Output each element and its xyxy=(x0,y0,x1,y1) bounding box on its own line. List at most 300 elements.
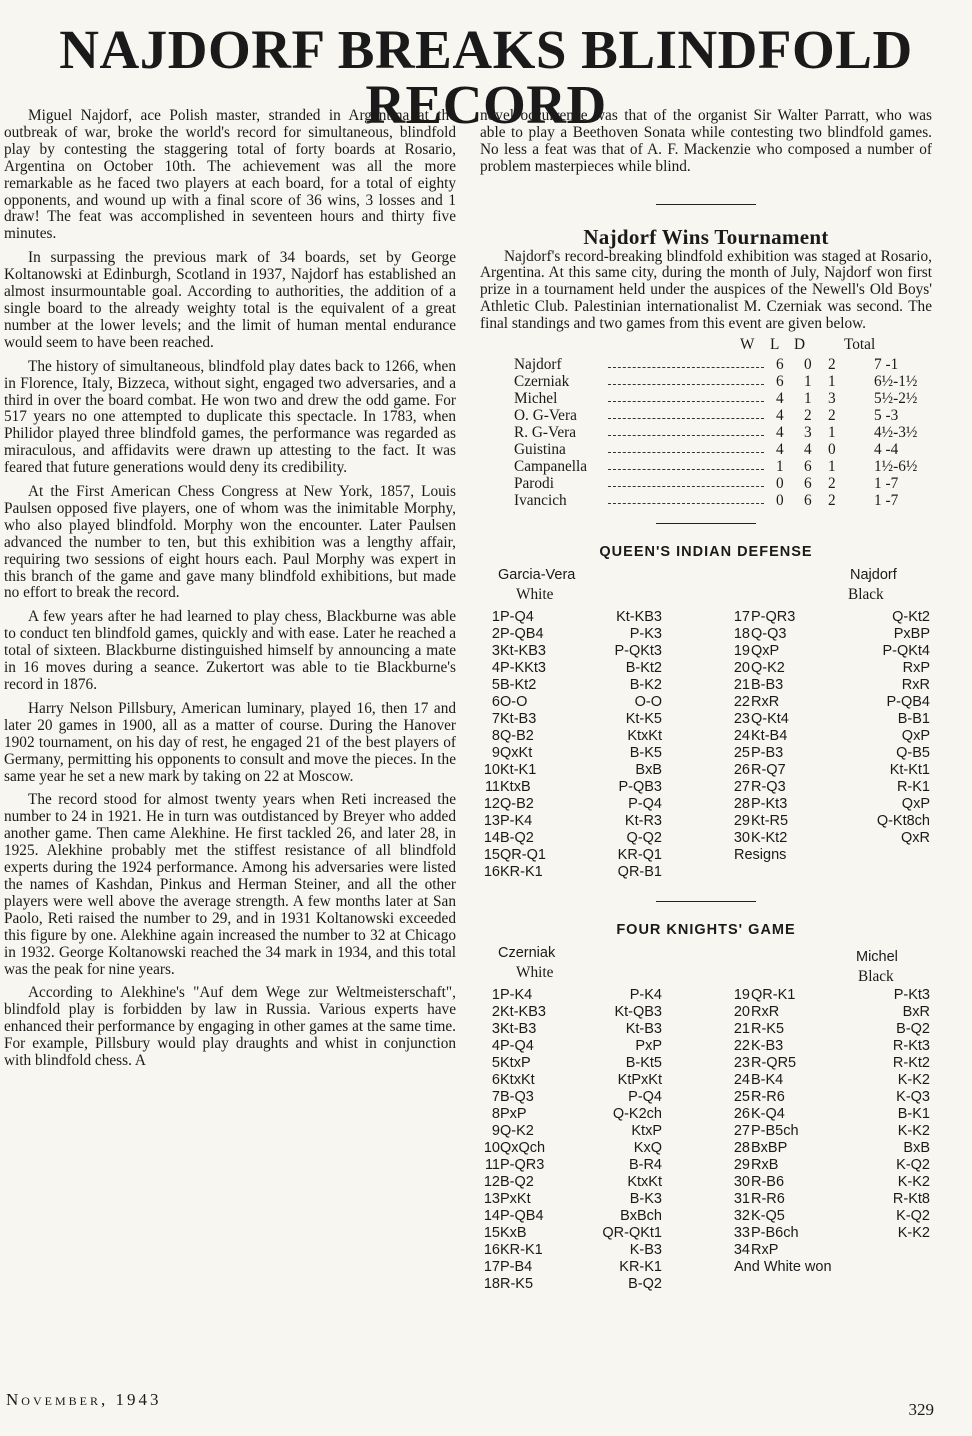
move-number: 26 xyxy=(733,761,750,778)
move-row xyxy=(480,711,932,728)
white-move: KR-K1 xyxy=(500,863,543,880)
player-name: Najdorf xyxy=(514,356,562,374)
standings-row xyxy=(514,357,914,374)
total-value: 4½-3½ xyxy=(874,424,918,442)
move-row xyxy=(480,1123,932,1140)
headline: NAJDORF BREAKS BLINDFOLD RECORD xyxy=(59,19,913,135)
white-move: RxB xyxy=(751,1156,779,1173)
player-name: Guistina xyxy=(514,441,566,459)
standings-row xyxy=(514,408,914,425)
total-value: 5½-2½ xyxy=(874,390,918,408)
wins-value: 0 xyxy=(776,492,784,510)
black-move: Kt-Kt1 xyxy=(889,761,930,778)
black-move: B-K2 xyxy=(629,676,662,693)
black-move: KtxKt xyxy=(627,1173,662,1190)
game2-black-player: Michel xyxy=(856,948,898,965)
white-move: K-Kt2 xyxy=(751,829,788,846)
white-move: R-R6 xyxy=(751,1190,785,1207)
move-row xyxy=(480,660,932,677)
black-move: Q-Q2 xyxy=(626,829,662,846)
white-move: Kt-R5 xyxy=(751,812,789,829)
black-move: BxB xyxy=(635,761,662,778)
white-move: B-B3 xyxy=(751,676,784,693)
move-number: 15 xyxy=(483,1224,500,1241)
article-right-column xyxy=(480,108,932,1319)
white-move: QR-Q1 xyxy=(500,846,546,863)
dot-leader xyxy=(608,408,764,419)
white-move: BxBP xyxy=(751,1139,788,1156)
total-value: 1 -7 xyxy=(874,492,899,510)
white-move: P-Kt3 xyxy=(751,795,788,812)
black-move: B-Kt5 xyxy=(625,1054,662,1071)
black-move: QxP xyxy=(901,795,930,812)
move-row xyxy=(480,1276,932,1293)
white-move: PxKt xyxy=(500,1190,531,1207)
white-move: Q-K2 xyxy=(751,659,785,676)
black-move: K-K2 xyxy=(897,1071,930,1088)
standings-table xyxy=(480,337,932,517)
black-move: PxP xyxy=(635,1037,662,1054)
move-number: 21 xyxy=(733,1020,750,1037)
move-number: 1 xyxy=(491,986,500,1003)
move-row xyxy=(480,1072,932,1089)
article-paragraph: In surpassing the previous mark of 34 boards, set by George Koltanowski at Edinburgh, Scotland in 1937, Najdorf has established an almost insurmountable goal. According to authorities, the addition of a single board to the already weighty total is the equivalent of a great number at the lower levels; and the limit of human mental endurance would seem to have been reached. xyxy=(4,249,456,351)
white-move: K-Q5 xyxy=(751,1207,785,1224)
standings-row xyxy=(514,390,918,408)
move-number: 29 xyxy=(733,1156,750,1173)
article-paragraph: Harry Nelson Pillsbury, American luminary, played 16, then 17 and later 20 games in 1900, all as a matter of course. During the Hanover 1902 tournament, on his day of rest, he engaged 21 of the best players of Germany, permitting his opponents to consult and move the pieces. In the same year he set a new mark by taking on 22 at Moscow. xyxy=(4,699,456,785)
article-paragraph: Miguel Najdorf, ace Polish master, stranded in Argentina at the outbreak of war, broke the world's record for simultaneous, blindfold play by contesting the staggering total of forty boards at Rosario, Argentina on October 10th. The achievement was all the more remarkable as he faced two players at each board, for a total of eighty opponents, and wound up with a final score of 36 wins, 3 losses and 1 draw! The feat was accomplished in seventeen hours and thirty five minutes. xyxy=(4,107,456,243)
move-row xyxy=(480,1225,932,1242)
article-paragraph: At the First American Chess Congress at New York, 1857, Louis Paulsen opposed five players, one of whom was the inimitable Morphy, who also played blindfold. Morphy won the encounter. Later Paulsen advanced the number to ten, but this exhibition was a lengthy affair, requiring two sessions of eight hours each. Paul Morphy was expert in this branch of the game and gave many blindfold exhibitions, but made no effort to break the record. xyxy=(4,483,456,602)
move-number: 3 xyxy=(491,1020,500,1037)
game1-white-label: White xyxy=(516,585,554,603)
move-row xyxy=(480,1208,932,1225)
draws-value: 2 xyxy=(828,356,836,374)
game2-white-player: Czerniak xyxy=(498,944,556,961)
move-number: 8 xyxy=(491,727,500,744)
white-move: KtxP xyxy=(500,1054,531,1071)
dot-leader xyxy=(608,391,764,402)
white-move: R-K5 xyxy=(500,1275,534,1292)
white-move: R-QR5 xyxy=(751,1054,797,1071)
move-number: 16 xyxy=(483,1241,500,1258)
move-number: 3 xyxy=(491,642,500,659)
move-row xyxy=(480,626,932,643)
white-move: P-QB4 xyxy=(500,1207,544,1224)
move-number: 9 xyxy=(491,1122,500,1139)
game2-black-label: Black xyxy=(858,967,894,985)
white-move: R-Q3 xyxy=(751,778,786,795)
black-move: BxBch xyxy=(620,1207,662,1224)
white-move: Kt-KB3 xyxy=(500,642,546,659)
game-result: Resigns xyxy=(734,846,787,863)
player-name: Czerniak xyxy=(514,373,570,391)
black-move: B-K3 xyxy=(629,1190,662,1207)
move-row xyxy=(480,1106,932,1123)
black-move: KtxKt xyxy=(627,727,662,744)
black-move: P-QKt3 xyxy=(614,642,662,659)
move-row xyxy=(480,1174,932,1191)
move-number: 24 xyxy=(733,1071,750,1088)
move-row xyxy=(480,1038,932,1055)
move-row xyxy=(480,1140,932,1157)
black-move: B-B1 xyxy=(897,710,930,727)
white-move: KR-K1 xyxy=(500,1241,543,1258)
move-number: 7 xyxy=(491,1088,500,1105)
wins-value: 1 xyxy=(776,458,784,476)
move-number: 30 xyxy=(733,1173,750,1190)
black-move: Kt-K5 xyxy=(625,710,662,727)
move-number: 19 xyxy=(733,986,750,1003)
move-number: 14 xyxy=(483,1207,500,1224)
wins-value: 6 xyxy=(776,356,784,374)
footer-date: November, 1943 xyxy=(6,1390,162,1409)
move-number: 20 xyxy=(733,659,750,676)
move-row xyxy=(480,1021,932,1038)
black-move: Q-Kt2 xyxy=(892,608,930,625)
move-number: 5 xyxy=(491,676,500,693)
black-move: Kt-KB3 xyxy=(616,608,662,625)
move-row xyxy=(480,609,932,626)
black-move: Kt-R3 xyxy=(624,812,662,829)
move-number: 22 xyxy=(733,1037,750,1054)
black-move: Kt-QB3 xyxy=(614,1003,662,1020)
standings-row xyxy=(514,424,918,442)
black-move: B-R4 xyxy=(628,1156,662,1173)
white-move: PxP xyxy=(500,1105,527,1122)
move-number: 11 xyxy=(484,778,500,795)
white-move: R-K5 xyxy=(751,1020,785,1037)
black-move: QR-QKt1 xyxy=(602,1224,662,1241)
dot-leader xyxy=(608,476,764,487)
move-number: 31 xyxy=(733,1190,750,1207)
move-row xyxy=(480,1004,932,1021)
black-move: QxP xyxy=(901,727,930,744)
wins-value: 4 xyxy=(776,441,784,459)
black-move: PxBP xyxy=(893,625,930,642)
black-move: RxR xyxy=(901,676,930,693)
move-row xyxy=(480,1157,932,1174)
total-value: 7 -1 xyxy=(874,356,899,374)
black-move: KtPxKt xyxy=(617,1071,662,1088)
move-number: 15 xyxy=(483,846,500,863)
black-move: Q-B5 xyxy=(896,744,930,761)
move-row xyxy=(480,1259,932,1276)
move-number: 21 xyxy=(733,676,750,693)
game1-black-player: Najdorf xyxy=(850,566,897,583)
article-continuation: novel occurrence was that of the organist Sir Walter Parratt, who was able to play a Beethoven Sonata while contesting two blindfold games. No less a feat was that of A. F. Mackenzie who composed a number of problem masterpieces while blind. xyxy=(480,107,932,175)
white-move: Kt-K1 xyxy=(500,761,537,778)
black-move: B-K5 xyxy=(629,744,662,761)
section-divider xyxy=(656,523,756,524)
black-move: KR-Q1 xyxy=(617,846,662,863)
move-number: 8 xyxy=(491,1105,500,1122)
black-move: K-Q2 xyxy=(896,1207,930,1224)
move-number: 11 xyxy=(484,1156,500,1173)
col-header-losses: L xyxy=(770,336,780,354)
move-row xyxy=(480,677,932,694)
black-move: O-O xyxy=(634,693,662,710)
black-move: B-Q2 xyxy=(896,1020,930,1037)
dot-leader xyxy=(608,493,764,504)
black-move: P-QB3 xyxy=(618,778,662,795)
black-move: K-K2 xyxy=(897,1224,930,1241)
white-move: RxR xyxy=(751,1003,780,1020)
move-row xyxy=(480,864,932,881)
col-header-draws: D xyxy=(794,336,806,354)
white-move: Q-B2 xyxy=(500,727,534,744)
total-value: 6½-1½ xyxy=(874,373,918,391)
move-row xyxy=(480,1089,932,1106)
move-number: 14 xyxy=(483,829,500,846)
losses-value: 3 xyxy=(804,424,812,442)
white-move: B-K4 xyxy=(751,1071,784,1088)
black-move: P-Q4 xyxy=(628,1088,662,1105)
player-name: Campanella xyxy=(514,458,588,476)
move-number: 12 xyxy=(483,1173,500,1190)
white-move: B-Q2 xyxy=(500,829,534,846)
move-number: 18 xyxy=(483,1275,500,1292)
move-number: 25 xyxy=(733,744,750,761)
white-move: P-KKt3 xyxy=(500,659,546,676)
game2-white-label: White xyxy=(516,963,554,981)
game1-title: QUEEN'S INDIAN DEFENSE xyxy=(599,544,813,561)
col-header-wins: W xyxy=(740,336,755,354)
game1-moves xyxy=(480,609,932,881)
black-move: P-QB4 xyxy=(886,693,930,710)
black-move: B-Q2 xyxy=(628,1275,662,1292)
game1-white-player: Garcia-Vera xyxy=(498,566,576,583)
dot-leader xyxy=(608,442,764,453)
standings-row xyxy=(514,458,918,476)
black-move: K-Q2 xyxy=(896,1156,930,1173)
losses-value: 0 xyxy=(804,356,812,374)
move-number: 17 xyxy=(483,1258,500,1275)
dot-leader xyxy=(608,374,764,385)
white-move: KtxB xyxy=(500,778,531,795)
game-result: And White won xyxy=(734,1258,832,1275)
move-row xyxy=(480,694,932,711)
white-move: B-Q2 xyxy=(500,1173,534,1190)
col-header-total: Total xyxy=(844,336,876,354)
page-number: 329 xyxy=(908,1400,934,1419)
white-move: KxB xyxy=(500,1224,527,1241)
move-number: 1 xyxy=(491,608,500,625)
black-move: Q-K2ch xyxy=(612,1105,662,1122)
move-row xyxy=(480,745,932,762)
white-move: K-B3 xyxy=(751,1037,784,1054)
losses-value: 1 xyxy=(804,373,812,391)
move-number: 23 xyxy=(733,1054,750,1071)
game1-score xyxy=(480,561,932,901)
black-move: P-Q4 xyxy=(628,795,662,812)
white-move: P-K4 xyxy=(500,986,533,1003)
dot-leader xyxy=(608,425,764,436)
white-move: P-B6ch xyxy=(751,1224,799,1241)
black-move: KxQ xyxy=(633,1139,662,1156)
losses-value: 6 xyxy=(804,475,812,493)
total-value: 1 -7 xyxy=(874,475,899,493)
white-move: P-K4 xyxy=(500,812,533,829)
total-value: 1½-6½ xyxy=(874,458,918,476)
black-move: QxR xyxy=(901,829,930,846)
black-move: RxP xyxy=(902,659,930,676)
draws-value: 2 xyxy=(828,407,836,425)
draws-value: 2 xyxy=(828,475,836,493)
white-move: RxP xyxy=(751,1241,779,1258)
move-number: 18 xyxy=(733,625,750,642)
black-move: B-K1 xyxy=(897,1105,930,1122)
article-paragraph: According to Alekhine's "Auf dem Wege zur Weltmeisterschaft", blindfold play is forbidden by law in Russia. Various experts have enhanced their performance by engaging in other games at the same time. For example, Pillsbury would play draughts and whist in conjunction with blindfold chess. A xyxy=(4,984,456,1070)
wins-value: 4 xyxy=(776,390,784,408)
player-name: Parodi xyxy=(514,475,554,493)
black-move: B-Kt2 xyxy=(625,659,662,676)
white-move: Q-K2 xyxy=(500,1122,534,1139)
black-move: P-K3 xyxy=(629,625,662,642)
move-number: 33 xyxy=(733,1224,750,1241)
move-number: 28 xyxy=(733,1139,750,1156)
article-paragraph: A few years after he had learned to play chess, Blackburne was able to conduct ten blindfold games, quickly and with ease. Later he reached a total of sixteen. Blackburne distinguished himself by announcing a mate in 16 moves during a seance. Zukertort was able to tie Blackburne's record in 1876. xyxy=(4,608,456,693)
move-number: 24 xyxy=(733,727,750,744)
losses-value: 6 xyxy=(804,492,812,510)
player-name: Michel xyxy=(514,390,558,408)
move-number: 28 xyxy=(733,795,750,812)
move-row xyxy=(480,728,932,745)
standings-row xyxy=(514,493,914,510)
move-number: 9 xyxy=(491,744,500,761)
black-move: R-Kt3 xyxy=(892,1037,930,1054)
wins-value: 4 xyxy=(776,424,784,442)
dot-leader xyxy=(608,459,764,470)
move-row xyxy=(480,1055,932,1072)
white-move: Kt-B3 xyxy=(500,710,537,727)
draws-value: 1 xyxy=(828,373,836,391)
white-move: P-QR3 xyxy=(500,1156,545,1173)
move-number: 2 xyxy=(491,1003,500,1020)
white-move: O-O xyxy=(500,693,528,710)
white-move: QR-K1 xyxy=(751,986,796,1003)
player-name: Ivancich xyxy=(514,492,567,510)
move-number: 27 xyxy=(733,1122,750,1139)
white-move: P-B5ch xyxy=(751,1122,799,1139)
black-move: KR-K1 xyxy=(619,1258,662,1275)
move-row xyxy=(480,779,932,796)
white-move: Kt-B3 xyxy=(500,1020,537,1037)
article-paragraph: The history of simultaneous, blindfold play dates back to 1266, when in Florence, Italy, Bizzeca, without sight, engaged two adversaries, and a third in over the board combat. He won two and drew the odd game. For 517 years no one attempted to duplicate this spectacle. In 1783, when Philidor played three blindfold games, the performance was regarded as miraculous, and affidavits were drawn up attesting to the fact. It was feared that future generations would deny its credibility. xyxy=(4,357,456,477)
move-number: 10 xyxy=(483,761,500,778)
black-move: K-K2 xyxy=(897,1122,930,1139)
move-number: 12 xyxy=(483,795,500,812)
white-move: Q-Q3 xyxy=(751,625,787,642)
white-move: P-QR3 xyxy=(751,608,796,625)
black-move: QR-B1 xyxy=(617,863,662,880)
white-move: P-Q4 xyxy=(500,608,534,625)
white-move: RxR xyxy=(751,693,780,710)
white-move: P-B3 xyxy=(751,744,784,761)
black-move: P-QKt4 xyxy=(882,642,930,659)
move-number: 27 xyxy=(733,778,750,795)
move-number: 17 xyxy=(733,608,750,625)
white-move: Kt-B4 xyxy=(751,727,788,744)
white-move: P-Q4 xyxy=(500,1037,534,1054)
losses-value: 2 xyxy=(804,407,812,425)
white-move: Q-Kt4 xyxy=(751,710,789,727)
dot-leader xyxy=(608,357,764,368)
move-number: 16 xyxy=(483,863,500,880)
black-move: Kt-B3 xyxy=(625,1020,662,1037)
move-number: 6 xyxy=(491,1071,500,1088)
black-move: R-Kt2 xyxy=(892,1054,930,1071)
black-move: R-Kt8 xyxy=(892,1190,930,1207)
article-paragraph: The record stood for almost twenty years when Reti increased the number to 24 in 1921. He in turn was outdistanced by Breyer who added another game. Then came Alekhine. He first tackled 26, and later 28, in 1925. Alekhine probably met the stiffest resistance of all blindfold experts during the 1924 performance. Among his adversaries were listed the names of Kashdan, Pinkus and Herman Steiner, and all the other players were well above the average strength. A few months later at San Paolo, Reti raised the number to 29, and in 1931 Koltanowski exceeded this figure by one. Alekhine again increased the number to 32 at Chicago in 1932. George Koltanowski reached the 34 mark in 1934, and this total was the peak for nine years. xyxy=(4,791,456,978)
section-divider xyxy=(656,901,756,902)
white-move: P-B4 xyxy=(500,1258,533,1275)
black-move: K-Q3 xyxy=(896,1088,930,1105)
standings-row xyxy=(514,442,914,459)
move-number: 30 xyxy=(733,829,750,846)
wins-value: 4 xyxy=(776,407,784,425)
white-move: QxP xyxy=(751,642,780,659)
white-move: QxKt xyxy=(500,744,533,761)
move-row xyxy=(480,830,932,847)
article-left-column xyxy=(4,108,456,1077)
move-number: 10 xyxy=(483,1139,500,1156)
tournament-heading: Najdorf Wins Tournament xyxy=(583,224,829,249)
move-row xyxy=(480,796,932,813)
move-number: 25 xyxy=(733,1088,750,1105)
white-move: B-Kt2 xyxy=(500,676,537,693)
black-move: P-Kt3 xyxy=(893,986,930,1003)
move-number: 7 xyxy=(491,710,500,727)
wins-value: 6 xyxy=(776,373,784,391)
move-number: 22 xyxy=(733,693,750,710)
white-move: R-R6 xyxy=(751,1088,785,1105)
white-move: B-Q3 xyxy=(500,1088,534,1105)
black-move: BxR xyxy=(902,1003,930,1020)
total-value: 4 -4 xyxy=(874,441,899,459)
move-number: 19 xyxy=(733,642,750,659)
move-number: 4 xyxy=(491,1037,500,1054)
draws-value: 3 xyxy=(828,390,836,408)
total-value: 5 -3 xyxy=(874,407,899,425)
black-move: R-K1 xyxy=(896,778,930,795)
move-number: 26 xyxy=(733,1105,750,1122)
move-row xyxy=(480,987,932,1004)
black-move: Q-Kt8ch xyxy=(876,812,930,829)
white-move: QxQch xyxy=(500,1139,546,1156)
losses-value: 1 xyxy=(804,390,812,408)
game2-moves xyxy=(480,987,932,1293)
draws-value: 0 xyxy=(828,441,836,459)
white-move: Q-B2 xyxy=(500,795,534,812)
tournament-text: Najdorf's record-breaking blindfold exhibition was staged at Rosario, Argentina. At this same city, during the month of July, Najdorf won first prize in a tournament held under the auspices of the Newell's Old Boys' Athletic Club. Palestinian internationalist M. Czerniak was second. The final standings and two games from this event are given below. xyxy=(480,247,932,333)
standings-row xyxy=(514,373,918,391)
move-row xyxy=(480,813,932,830)
white-move: R-Q7 xyxy=(751,761,786,778)
draws-value: 2 xyxy=(828,492,836,510)
game2-score xyxy=(480,939,932,1319)
move-number: 6 xyxy=(491,693,500,710)
move-number: 5 xyxy=(491,1054,500,1071)
white-move: R-B6 xyxy=(751,1173,785,1190)
game1-black-label: Black xyxy=(848,585,884,603)
move-number: 32 xyxy=(733,1207,750,1224)
move-number: 4 xyxy=(491,659,500,676)
move-number: 23 xyxy=(733,710,750,727)
black-move: K-K2 xyxy=(897,1173,930,1190)
move-number: 13 xyxy=(483,1190,500,1207)
